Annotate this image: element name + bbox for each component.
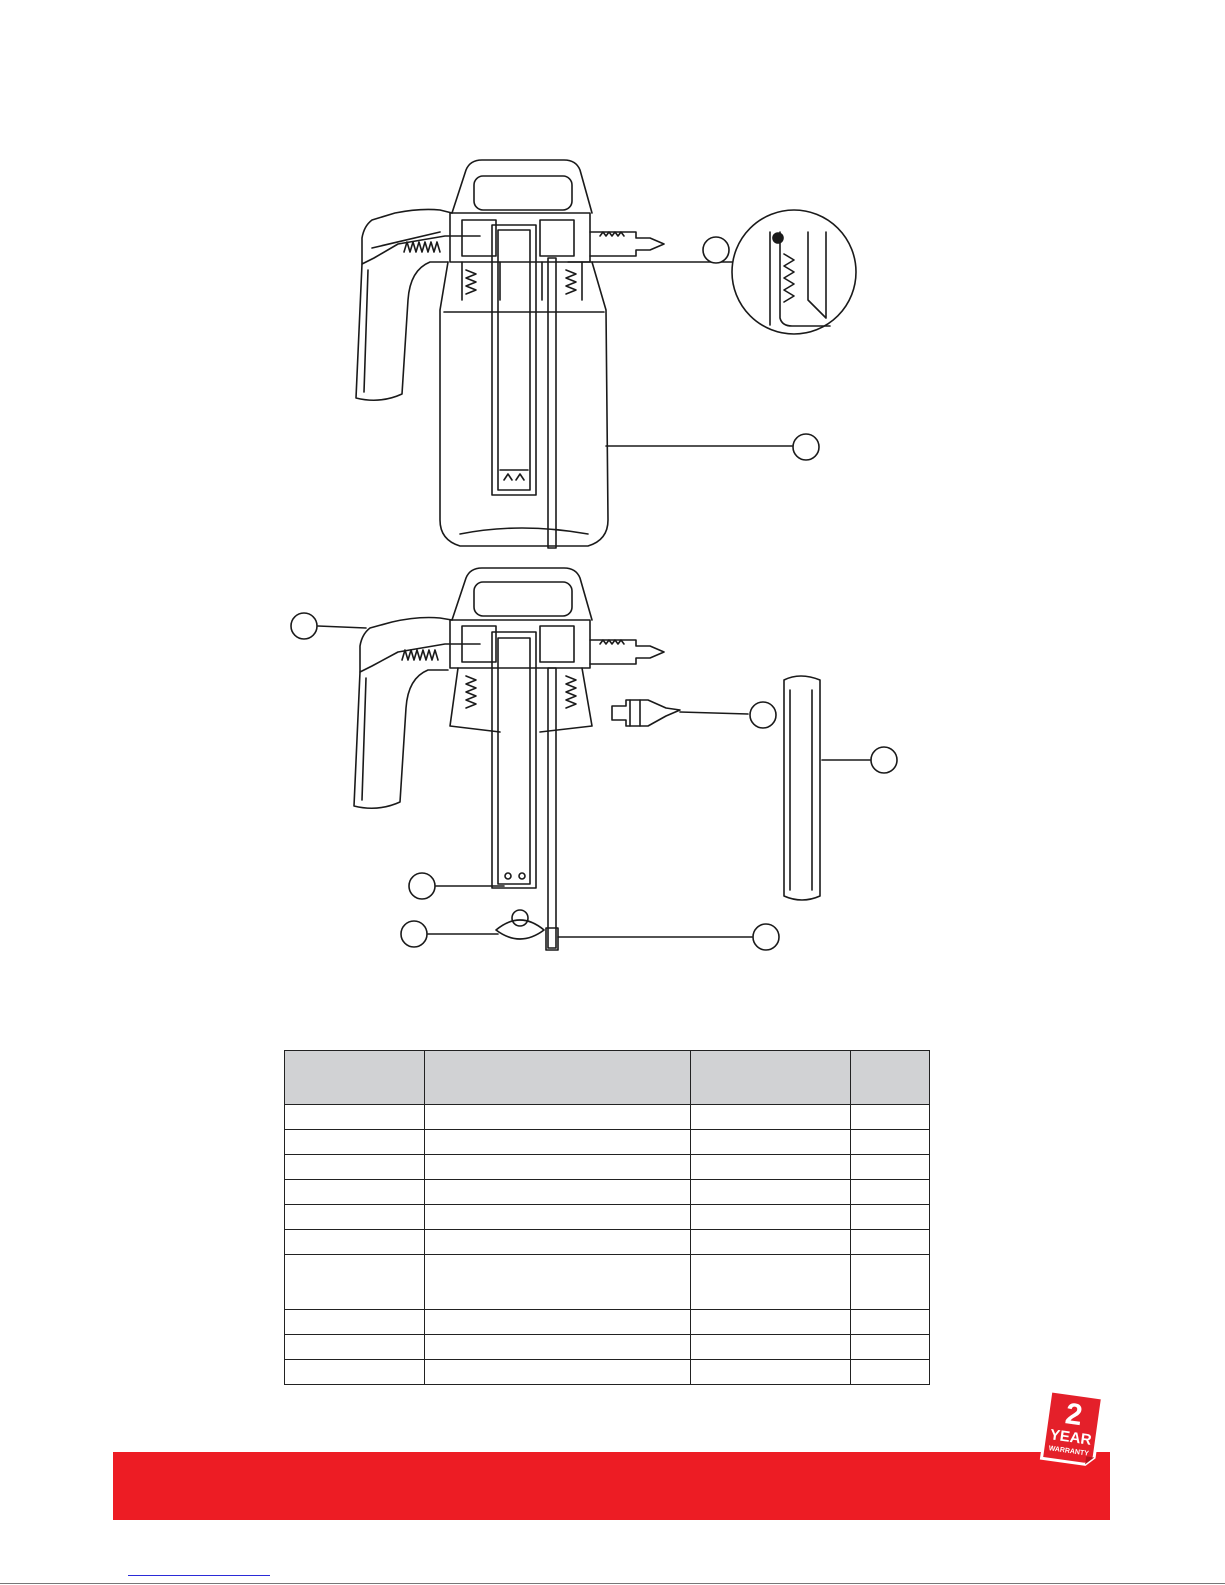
table-row xyxy=(285,1105,930,1130)
pump-valve xyxy=(496,920,544,939)
table-row xyxy=(285,1360,930,1385)
warranty-badge-icon xyxy=(1036,1390,1106,1466)
table-row xyxy=(285,1255,930,1310)
table-cell xyxy=(285,1205,425,1230)
pistol-grip xyxy=(356,262,448,400)
table-cell xyxy=(850,1205,929,1230)
seal-detail-view xyxy=(568,210,856,334)
table-cell xyxy=(850,1310,929,1335)
table-cell xyxy=(850,1335,929,1360)
table-cell xyxy=(690,1335,850,1360)
callout-g xyxy=(401,921,427,947)
table-cell xyxy=(690,1230,850,1255)
header-cell xyxy=(850,1051,929,1105)
table-cell xyxy=(285,1360,425,1385)
header-cell xyxy=(285,1051,425,1105)
table-row xyxy=(285,1180,930,1205)
handle-grip-opening xyxy=(474,176,572,210)
table-cell xyxy=(850,1360,929,1385)
table-cell xyxy=(424,1205,690,1230)
badge-line1: YEAR xyxy=(1048,1426,1093,1449)
table-cell xyxy=(285,1155,425,1180)
trigger-spring xyxy=(404,242,440,252)
table-cell xyxy=(424,1155,690,1180)
page-bottom-rule xyxy=(0,1583,1225,1584)
table-row xyxy=(285,1155,930,1180)
table-cell xyxy=(424,1310,690,1335)
dip-tube xyxy=(548,258,556,548)
table-cell xyxy=(690,1105,850,1130)
table-cell xyxy=(424,1335,690,1360)
table-row xyxy=(285,1130,930,1155)
table-cell xyxy=(285,1335,425,1360)
table-row xyxy=(285,1205,930,1230)
badge-line2: WARRANTY xyxy=(1048,1445,1090,1458)
table-row xyxy=(285,1230,930,1255)
callout-a xyxy=(703,237,729,263)
table-cell xyxy=(285,1130,425,1155)
table-cell xyxy=(424,1180,690,1205)
table-row xyxy=(285,1310,930,1335)
table-cell xyxy=(285,1180,425,1205)
table-cell xyxy=(850,1255,929,1310)
badge-number: 2 xyxy=(1063,1397,1085,1433)
pistol-grip-lower xyxy=(354,670,448,808)
dip-tube-lower xyxy=(548,668,556,948)
o-ring-detail xyxy=(773,233,783,243)
callout-f xyxy=(409,873,435,899)
table-cell xyxy=(424,1230,690,1255)
table-cell xyxy=(285,1230,425,1255)
callout-b xyxy=(793,434,819,460)
table-cell xyxy=(850,1230,929,1255)
table-cell xyxy=(424,1360,690,1385)
table-cell xyxy=(285,1310,425,1335)
table-cell xyxy=(850,1105,929,1130)
callout-c xyxy=(291,613,317,639)
table-cell xyxy=(690,1205,850,1230)
table-cell xyxy=(690,1310,850,1335)
table-cell xyxy=(424,1105,690,1130)
leader-trigger xyxy=(318,626,366,628)
leader-jet xyxy=(680,712,748,714)
table-cell xyxy=(285,1255,425,1310)
bottle xyxy=(440,262,608,546)
callout-e xyxy=(871,747,897,773)
callout-d xyxy=(750,702,776,728)
parts-table xyxy=(284,1050,930,1385)
table-cell xyxy=(850,1130,929,1155)
callout-h xyxy=(753,924,779,950)
table-row xyxy=(285,1335,930,1360)
table-cell xyxy=(690,1255,850,1310)
header-cell xyxy=(690,1051,850,1105)
header-cell xyxy=(424,1051,690,1105)
table-cell xyxy=(424,1130,690,1155)
table-cell xyxy=(690,1155,850,1180)
assembled-sprayer xyxy=(356,160,664,548)
table-header-row xyxy=(285,1051,930,1105)
table-cell xyxy=(424,1255,690,1310)
table-cell xyxy=(690,1130,850,1155)
link-underline[interactable] xyxy=(128,1575,270,1576)
table-cell xyxy=(690,1180,850,1205)
table-cell xyxy=(850,1155,929,1180)
table-cell xyxy=(285,1105,425,1130)
jet-nozzle xyxy=(612,700,680,726)
table-cell xyxy=(690,1360,850,1385)
table-cell xyxy=(850,1180,929,1205)
footer-bar xyxy=(113,1452,1110,1520)
